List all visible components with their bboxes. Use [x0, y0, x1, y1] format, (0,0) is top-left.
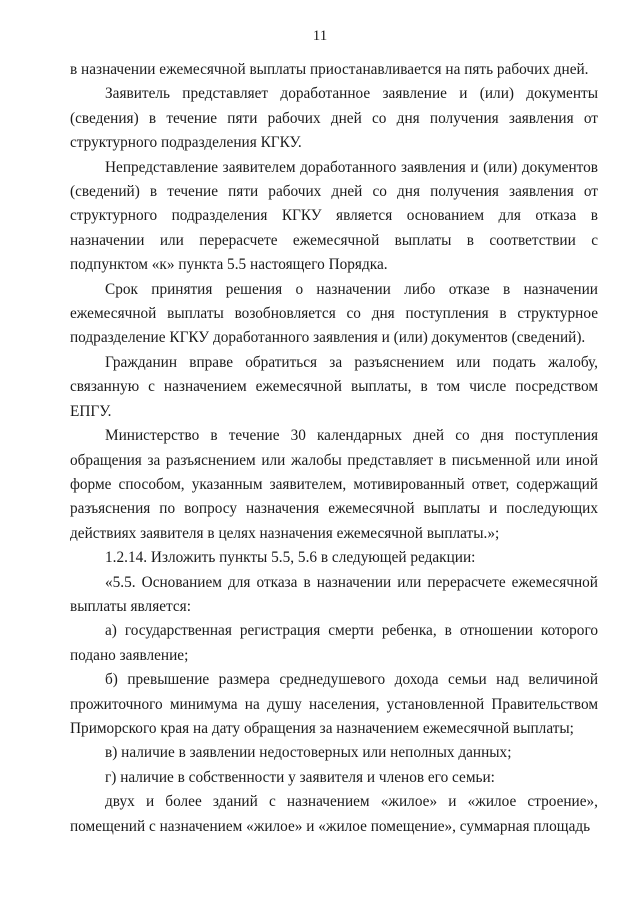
- document-body: [70, 58, 598, 839]
- paragraph-clause-5-5: «5.5. Основанием для отказа в назначении или перерасчете ежемесячной выплаты является:: [70, 573, 598, 615]
- paragraph-continuation: в назначении ежемесячной выплаты приостанавливается на пять рабочих дней.: [70, 61, 589, 78]
- page-number: 11: [312, 28, 328, 44]
- paragraph-item-g: г) наличие в собственности у заявителя и членов его семьи:: [105, 768, 495, 786]
- paragraph-item-a: а) государственная регистрация смерти ребенка, в отношении которого подано заявление;: [70, 622, 598, 664]
- paragraph-item-b: б) превышение размера среднедушевого дохода семьи над величиной прожиточного минимума на душу населения, установленной Правительством Приморского края на дату обращения за назначением ежемесячной выплаты;: [70, 671, 598, 737]
- paragraph-non-submission: Непредставление заявителем доработанного заявления и (или) документов (сведений) в течение пяти рабочих дней со дня получения заявления от структурного подразделения КГКУ является основанием для отказа в назначении или перерасчете ежемесячной выплаты в соответствии с подпунктом «к» пункта 5.5 настоящего Порядка.: [70, 158, 598, 274]
- paragraph-buildings: двух и более зданий с назначением «жилое» и «жилое строение», помещений с назначением «жилое» и «жилое помещение», суммарная площадь: [70, 793, 598, 835]
- paragraph-amendment-1-2-14: 1.2.14. Изложить пункты 5.5, 5.6 в следующей редакции:: [105, 549, 476, 567]
- paragraph-complaint-right: Гражданин вправе обратиться за разъяснением или подать жалобу, связанную с назначением ежемесячной выплаты, в том числе посредством ЕПГУ.: [70, 353, 598, 420]
- paragraph-ministry-response: Министерство в течение 30 календарных дней со дня поступления обращения за разъяснением или жалобы представляет в письменной или иной форме способом, указанным заявителем, мотивированный ответ, содержащий разъяснения по вопросу назначения ежемесячной выплаты и последующих действиях заявителя в целях назначения ежемесячной выплаты.»;: [70, 427, 598, 542]
- paragraph-item-v: в) наличие в заявлении недостоверных или неполных данных;: [105, 744, 512, 762]
- paragraph-decision-term: Срок принятия решения о назначении либо отказе в назначении ежемесячной выплаты возобновляется со дня поступления в структурное подразделение КГКУ доработанного заявления и (или) документов (сведений).: [70, 280, 598, 347]
- paragraph-applicant-resubmission: Заявитель представляет доработанное заявление и (или) документы (сведения) в течение пяти рабочих дней со дня получения заявления от структурного подразделения КГКУ.: [70, 85, 598, 152]
